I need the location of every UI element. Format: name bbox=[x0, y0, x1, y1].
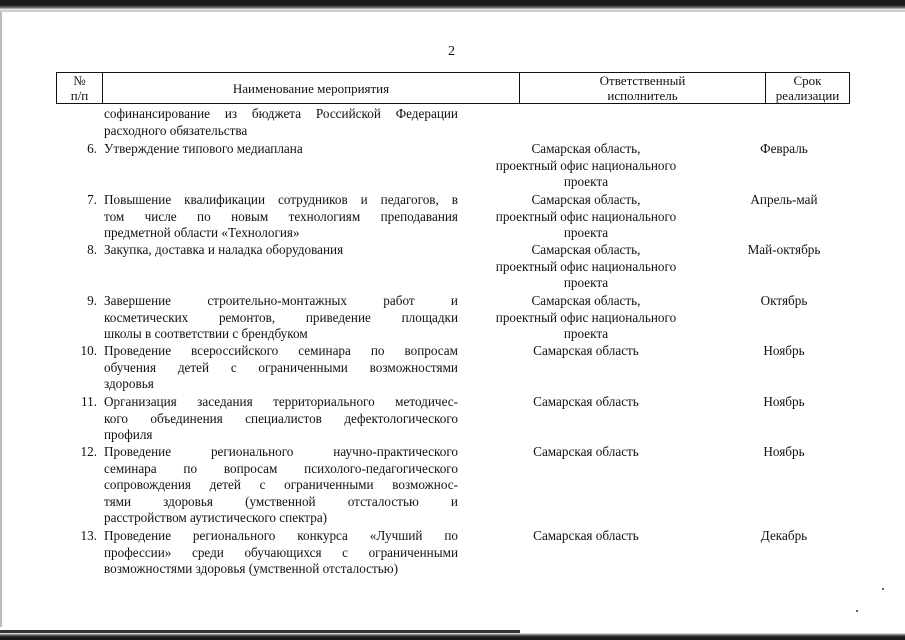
scan-top-line bbox=[0, 10, 905, 12]
activity-name-line: кого объединения специалистов дефектологического bbox=[104, 410, 458, 426]
activity-name-line: Проведение всероссийского семинара по вопросам bbox=[104, 343, 458, 358]
row-term: Ноябрь bbox=[763, 394, 805, 409]
scan-bottom-edge bbox=[0, 633, 905, 640]
scan-speck bbox=[882, 588, 884, 590]
activity-name-line: предметной области «Технология» bbox=[104, 225, 300, 240]
scan-left-edge bbox=[0, 12, 2, 627]
header-responsible-line: Ответственный bbox=[599, 73, 686, 88]
responsible-line: Самарская область, bbox=[531, 293, 641, 308]
activity-name-line: семинара по вопросам психолого-педагогического bbox=[104, 460, 458, 476]
row-number: 13. bbox=[80, 528, 97, 543]
activity-name-line: профиля bbox=[104, 427, 153, 442]
responsible-line: Самарская область bbox=[533, 343, 639, 358]
row-responsible bbox=[476, 343, 696, 360]
responsible-line: проекта bbox=[563, 326, 609, 341]
responsible-line: Самарская область, bbox=[531, 141, 641, 156]
responsible-line: Самарская область, bbox=[531, 242, 641, 257]
responsible-line: проекта bbox=[563, 225, 609, 240]
activity-name-line: косметических ремонтов, приведение площадки bbox=[104, 309, 458, 325]
activity-name-line: том числе по новым технологиям преподавания bbox=[104, 208, 458, 224]
row-activity-name bbox=[104, 141, 458, 158]
row-activity-name bbox=[104, 528, 458, 578]
responsible-line: проектный офис национального bbox=[495, 157, 677, 173]
activity-name-line: обучения детей с ограниченными возможностями bbox=[104, 359, 458, 375]
row-number: 11. bbox=[81, 394, 97, 409]
row-responsible bbox=[476, 242, 696, 292]
row-responsible bbox=[476, 528, 696, 545]
scan-speck bbox=[856, 610, 858, 612]
row-responsible bbox=[476, 394, 696, 411]
row-activity-name bbox=[104, 106, 458, 139]
activity-name-line: Проведение регионального конкурса «Лучший по bbox=[104, 528, 458, 543]
activity-name-line: здоровья bbox=[104, 376, 154, 391]
responsible-line: Самарская область, bbox=[531, 192, 641, 207]
row-responsible bbox=[476, 293, 696, 343]
activity-name-line: Утверждение типового медиаплана bbox=[104, 141, 303, 156]
activity-name-line: расходного обязательства bbox=[104, 122, 248, 138]
responsible-line: Самарская область bbox=[533, 394, 639, 409]
table-header bbox=[56, 72, 850, 104]
header-term-line: Срок bbox=[793, 73, 822, 88]
responsible-line: проекта bbox=[563, 174, 609, 189]
row-responsible bbox=[476, 192, 696, 242]
row-number: 9. bbox=[87, 293, 97, 308]
row-term: Апрель-май bbox=[750, 192, 818, 207]
scan-bottom-line bbox=[0, 630, 520, 633]
responsible-line: проектный офис национального bbox=[495, 309, 677, 325]
responsible-line: проектный офис национального bbox=[495, 258, 677, 274]
activity-name-line: расстройством аутистического спектра) bbox=[104, 510, 328, 525]
row-term: Декабрь bbox=[760, 528, 808, 543]
activity-name-line: Закупка, доставка и наладка оборудования bbox=[104, 242, 344, 257]
row-term: Ноябрь bbox=[763, 444, 805, 459]
row-responsible bbox=[476, 141, 696, 191]
activity-name-line: сопровождения детей с ограниченными возможнос- bbox=[104, 477, 458, 492]
header-name bbox=[103, 73, 520, 103]
scan-top-edge bbox=[0, 0, 905, 10]
row-number: 12. bbox=[80, 444, 97, 459]
header-name-label: Наименование мероприятия bbox=[232, 80, 390, 96]
responsible-line: Самарская область bbox=[533, 528, 639, 543]
header-responsible-line: исполнитель bbox=[607, 88, 678, 103]
responsible-line: проектный офис национального bbox=[495, 208, 677, 224]
header-responsible bbox=[520, 73, 766, 103]
activity-name-line: школы в соответствии с брендбуком bbox=[104, 326, 308, 341]
header-num-line: № bbox=[73, 73, 86, 88]
responsible-line: проекта bbox=[563, 275, 609, 290]
header-num bbox=[57, 73, 103, 103]
row-number: 8. bbox=[87, 242, 97, 257]
activity-name-line: софинансирование из бюджета Российской Федерации bbox=[104, 106, 458, 121]
row-activity-name bbox=[104, 394, 458, 444]
activity-name-line: Проведение регионального научно-практического bbox=[104, 444, 458, 459]
row-activity-name bbox=[104, 242, 458, 259]
activity-name-line: тями здоровья (умственной отсталостью и bbox=[104, 493, 458, 509]
row-activity-name bbox=[104, 293, 458, 343]
header-num-line: п/п bbox=[70, 88, 89, 103]
row-activity-name bbox=[104, 343, 458, 393]
row-term: Ноябрь bbox=[763, 343, 805, 358]
responsible-line: Самарская область bbox=[533, 444, 639, 459]
header-term-line: реализации bbox=[775, 88, 840, 103]
row-number: 6. bbox=[87, 141, 97, 156]
row-term: Февраль bbox=[760, 141, 808, 156]
activity-name-line: возможностями здоровья (умственной отсталостью) bbox=[104, 561, 399, 576]
row-number: 10. bbox=[80, 343, 97, 358]
activity-name-line: Повышение квалификации сотрудников и педагогов, в bbox=[104, 192, 458, 207]
header-term bbox=[766, 73, 849, 103]
row-term: Октябрь bbox=[760, 293, 808, 308]
activity-name-line: Завершение строительно-монтажных работ и bbox=[104, 293, 458, 308]
activity-name-line: профессии» среди обучающихся с ограниченными bbox=[104, 544, 458, 560]
row-number: 7. bbox=[87, 192, 97, 207]
row-responsible bbox=[476, 444, 696, 461]
page-number: 2 bbox=[448, 44, 455, 59]
row-activity-name bbox=[104, 192, 458, 242]
row-term: Май-октябрь bbox=[747, 242, 821, 257]
activity-name-line: Организация заседания территориального методичес- bbox=[104, 394, 458, 409]
row-activity-name bbox=[104, 444, 458, 527]
